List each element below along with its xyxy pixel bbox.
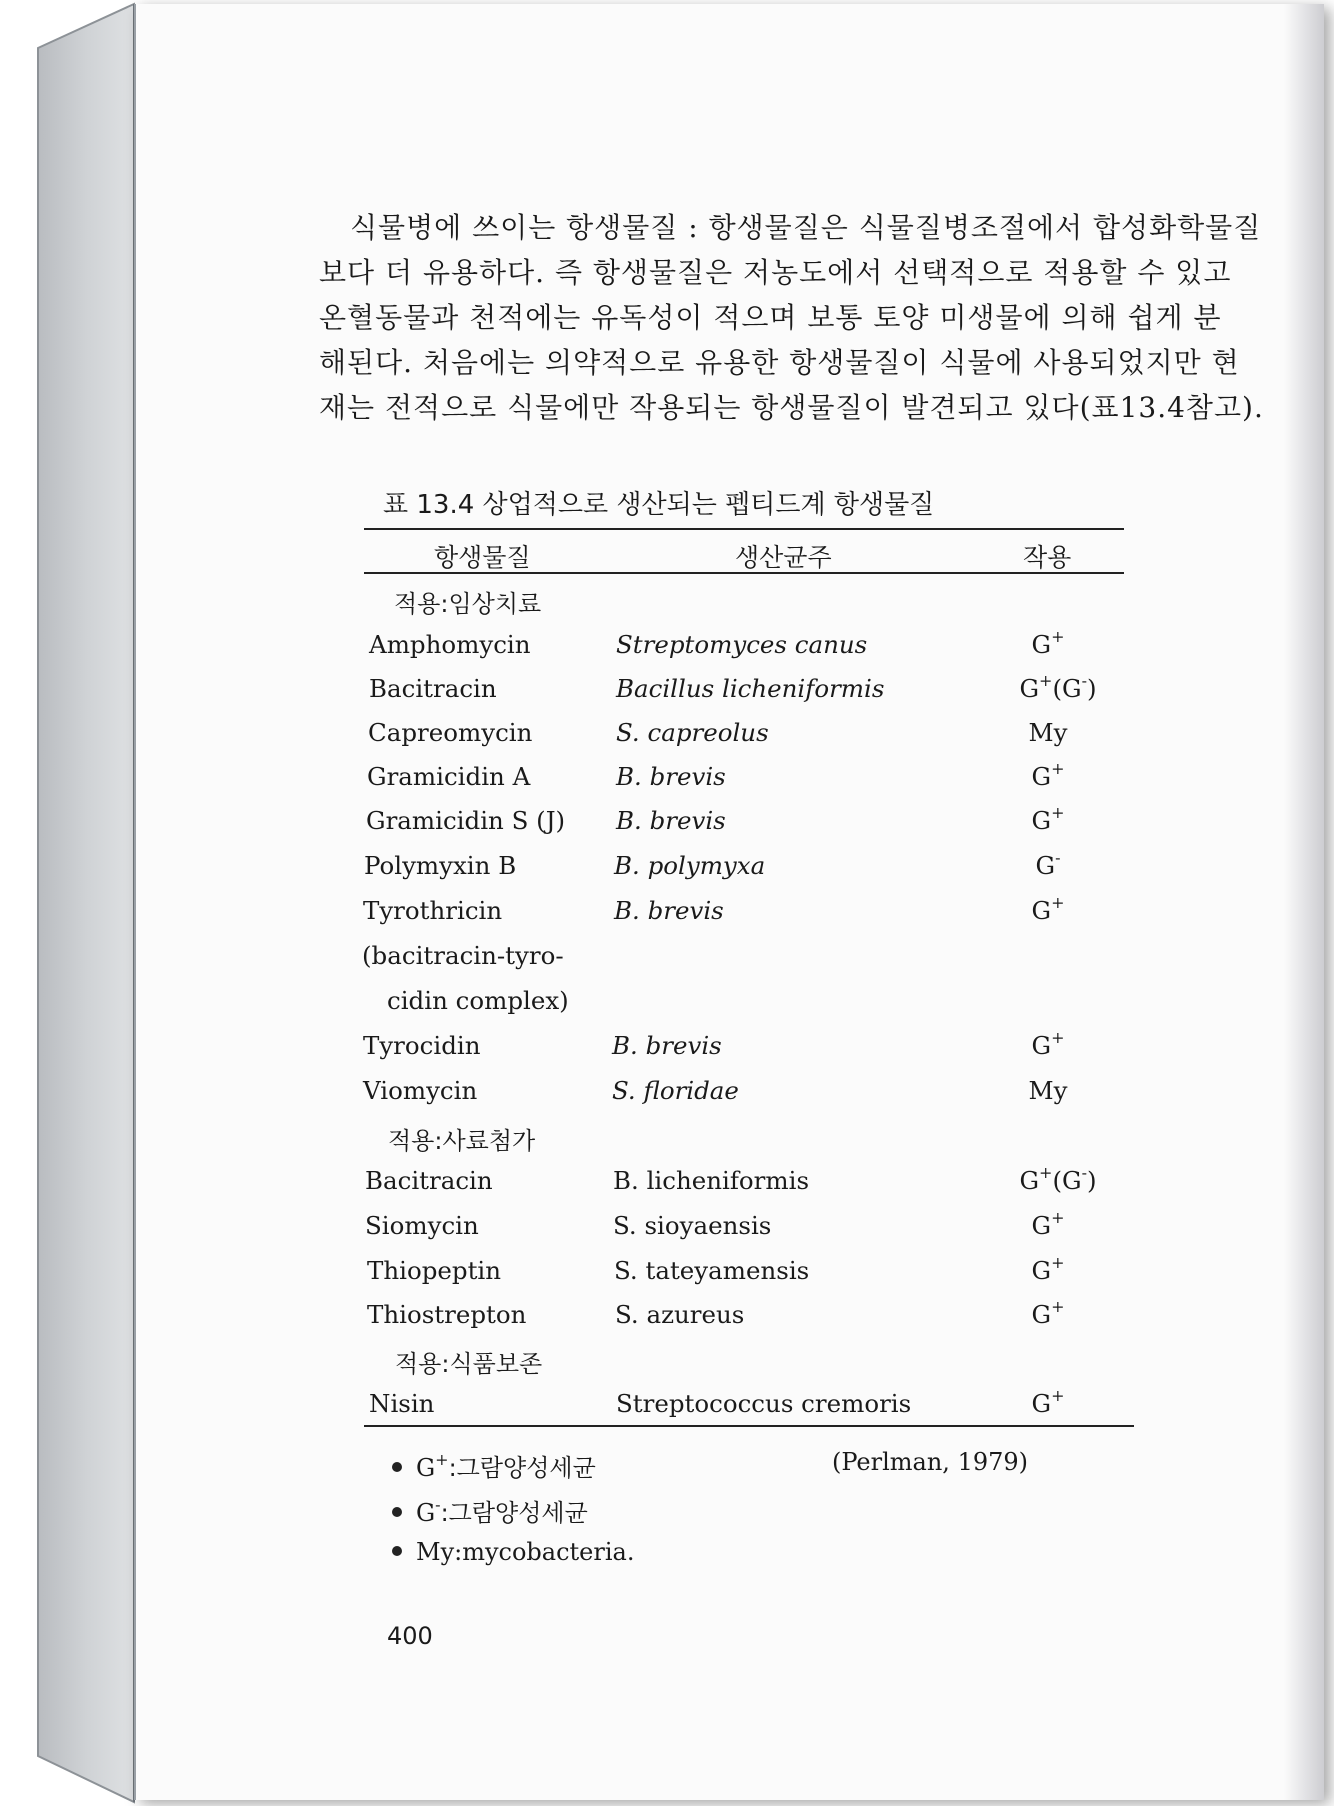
action-g: G bbox=[1035, 851, 1056, 880]
action-g: G bbox=[1031, 1256, 1052, 1285]
action-sup2: - bbox=[1081, 1163, 1087, 1182]
table-row-action bbox=[993, 1028, 1103, 1060]
action-sup: + bbox=[1051, 893, 1065, 912]
table-row-name: Tyrocidin bbox=[363, 1031, 481, 1060]
table-row-name: Amphomycin bbox=[369, 630, 531, 659]
table-row-action bbox=[993, 1297, 1103, 1329]
table-row-name: Gramicidin S (J) bbox=[366, 806, 566, 835]
page-edge-shadow bbox=[1284, 4, 1324, 1800]
table-row-action bbox=[993, 1208, 1103, 1240]
note-text: :그람양성세균 bbox=[440, 1499, 588, 1527]
body-paragraph bbox=[319, 205, 1264, 430]
action-sup: - bbox=[1055, 848, 1061, 867]
table-row-strain: S. floridae bbox=[612, 1076, 739, 1105]
table-row-name: Polymyxin B bbox=[364, 851, 517, 880]
note-g: G bbox=[416, 1499, 436, 1527]
paragraph-line: 재는 전적으로 식물에만 작용되는 항생물질이 발견되고 있다(표13.4참고). bbox=[319, 391, 1264, 424]
action-g: G bbox=[1031, 630, 1052, 659]
source-citation: (Perlman, 1979) bbox=[832, 1448, 1029, 1476]
table-row-action bbox=[993, 671, 1123, 703]
note-g: G bbox=[416, 1454, 436, 1482]
table-row-action bbox=[993, 627, 1103, 659]
paragraph-line: 해된다. 처음에는 의약적으로 유용한 항생물질이 식물에 사용되었지만 현 bbox=[319, 346, 1240, 379]
category-feed: 적용:사료첨가 bbox=[388, 1127, 536, 1155]
action-sup: + bbox=[1051, 1297, 1065, 1316]
action-g: G bbox=[1031, 1211, 1052, 1240]
header-strain: 생산균주 bbox=[735, 543, 832, 572]
table-row-action bbox=[993, 1163, 1123, 1195]
table-top-rule bbox=[364, 528, 1124, 530]
table-row-strain: B. brevis bbox=[612, 1031, 722, 1060]
note-gram-negative bbox=[392, 1493, 588, 1528]
table-row-action: My bbox=[1028, 718, 1068, 747]
action-sup: + bbox=[1051, 759, 1065, 778]
table-row-name: Bacitracin bbox=[365, 1166, 493, 1195]
table-row-name: Viomycin bbox=[363, 1076, 478, 1105]
action-sup: + bbox=[1051, 1253, 1065, 1272]
action-g: G bbox=[1031, 762, 1052, 791]
note-sup: - bbox=[435, 1495, 441, 1514]
action-g: G bbox=[1031, 1389, 1052, 1418]
action-sup: + bbox=[1039, 671, 1053, 690]
action-tail2: ) bbox=[1086, 674, 1097, 703]
note-text: My:mycobacteria. bbox=[416, 1538, 635, 1566]
paragraph-line: 온혈동물과 천적에는 유독성이 적으며 보통 토양 미생물에 의해 쉽게 분 bbox=[319, 301, 1222, 334]
action-sup2: - bbox=[1081, 671, 1087, 690]
table-row-strain: Streptomyces canus bbox=[616, 630, 868, 659]
table-row-strain: Bacillus licheniformis bbox=[616, 674, 885, 703]
table-row-name: Bacitracin bbox=[369, 674, 497, 703]
category-food: 적용:식품보존 bbox=[395, 1350, 543, 1378]
table-row-name: cidin complex) bbox=[387, 986, 569, 1015]
action-g: G bbox=[1019, 1166, 1040, 1195]
table-row-strain: B. licheniformis bbox=[613, 1166, 810, 1195]
action-sup: + bbox=[1051, 1208, 1065, 1227]
bullet-icon bbox=[392, 1546, 402, 1556]
table-row-strain: B. polymyxa bbox=[614, 851, 766, 880]
table-row-name: Gramicidin A bbox=[367, 762, 531, 791]
note-sup: + bbox=[435, 1450, 449, 1469]
page-number: 400 bbox=[387, 1622, 433, 1650]
table-row-name: Tyrothricin bbox=[363, 896, 503, 925]
table-row-strain: S. tateyamensis bbox=[614, 1256, 810, 1285]
table-row-name: Thiostrepton bbox=[367, 1300, 527, 1329]
table-row-action bbox=[993, 893, 1103, 925]
action-tail2: ) bbox=[1086, 1166, 1097, 1195]
table-row-strain: S. capreolus bbox=[616, 718, 769, 747]
table-row-strain: S. azureus bbox=[615, 1300, 745, 1329]
note-mycobacteria bbox=[392, 1538, 634, 1566]
table-row-name: (bacitracin-tyro- bbox=[362, 941, 564, 970]
table-row-action bbox=[993, 803, 1103, 835]
action-tail: (G bbox=[1052, 674, 1082, 703]
action-sup: + bbox=[1051, 627, 1065, 646]
action-g: G bbox=[1031, 1031, 1052, 1060]
action-g: G bbox=[1031, 896, 1052, 925]
table-row-action bbox=[993, 848, 1103, 880]
table-row-action bbox=[993, 759, 1103, 791]
note-text: :그람양성세균 bbox=[448, 1454, 596, 1482]
table-row-name: Capreomycin bbox=[368, 718, 533, 747]
table-row-name: Siomycin bbox=[365, 1211, 479, 1240]
table-row-strain: B. brevis bbox=[614, 896, 724, 925]
action-sup: + bbox=[1051, 803, 1065, 822]
table-row-strain: B. brevis bbox=[616, 806, 726, 835]
paragraph-line: 보다 더 유용하다. 즉 항생물질은 저농도에서 선택적으로 적용할 수 있고 bbox=[319, 256, 1232, 289]
action-g: G bbox=[1031, 806, 1052, 835]
table-row-action bbox=[993, 1253, 1103, 1285]
action-sup: + bbox=[1051, 1028, 1065, 1047]
bullet-icon bbox=[392, 1507, 402, 1517]
action-g: G bbox=[1019, 674, 1040, 703]
table-row-action bbox=[993, 1386, 1103, 1418]
table-row-name: Thiopeptin bbox=[367, 1256, 502, 1285]
category-clinical: 적용:임상치료 bbox=[394, 590, 542, 618]
action-g: G bbox=[1031, 1300, 1052, 1329]
note-gram-positive bbox=[392, 1448, 596, 1483]
action-sup: + bbox=[1051, 1386, 1065, 1405]
table-row-strain: S. sioyaensis bbox=[613, 1211, 772, 1240]
table-bottom-rule bbox=[364, 1425, 1134, 1427]
table-row-strain: Streptococcus cremoris bbox=[616, 1389, 912, 1418]
header-antibiotic: 항생물질 bbox=[434, 543, 531, 572]
book-spine bbox=[0, 0, 140, 1806]
table-row-name: Nisin bbox=[369, 1389, 435, 1418]
action-tail: (G bbox=[1052, 1166, 1082, 1195]
table-title: 표 13.4 상업적으로 생산되는 펩티드계 항생물질 bbox=[383, 490, 935, 520]
table-row-strain: B. brevis bbox=[616, 762, 726, 791]
table-row-action: My bbox=[1028, 1076, 1068, 1105]
paragraph-line: 식물병에 쓰이는 항생물질 : 항생물질은 식물질병조절에서 합성화학물질 bbox=[350, 211, 1262, 244]
bullet-icon bbox=[392, 1462, 402, 1472]
action-sup: + bbox=[1039, 1163, 1053, 1182]
header-action: 작용 bbox=[1023, 543, 1072, 572]
